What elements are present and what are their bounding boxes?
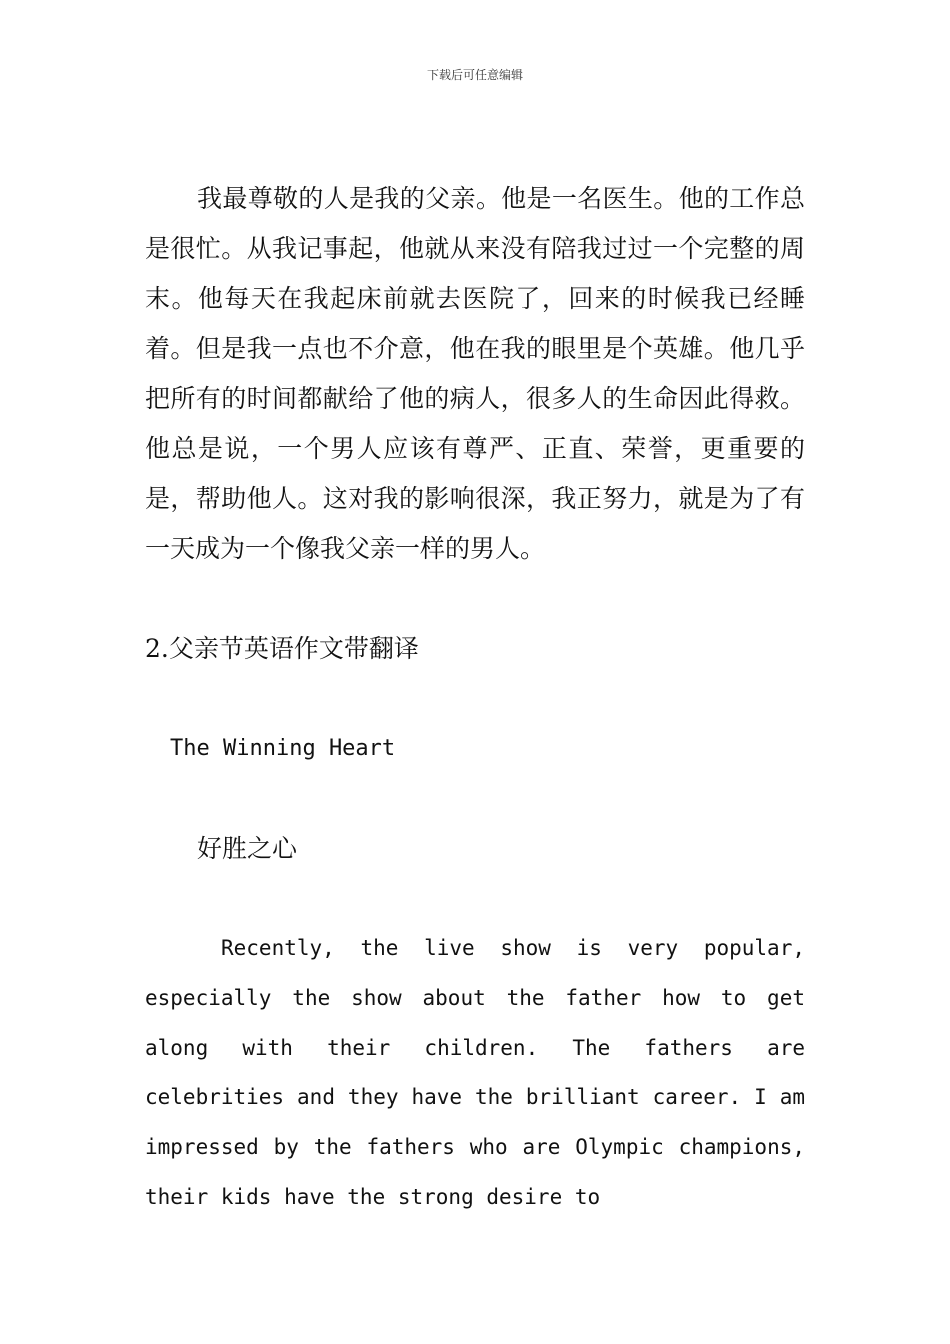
page-header: 下载后可任意编辑 [426, 68, 523, 82]
english-paragraph: Recently, the live show is very popular, especially the show about the father how to get along with their children. The fathers are celebrities and they have the brilliant career. I am impressed by the fathers who are Olympic champions, their kids have the strong desire to [145, 936, 805, 1209]
document-body [145, 174, 805, 1223]
chinese-title: 好胜之心 [197, 834, 298, 863]
chinese-paragraph: 我最尊敬的人是我的父亲。他是一名医生。他的工作总是很忙。从我记事起，他就从来没有陪我过过一个完整的周末。他每天在我起床前就去医院了，回来的时候我已经睡着。但是我一点也不介意，他在我的眼里是个英雄。他几乎把所有的时间都献给了他的病人，很多人的生命因此得救。他总是说，一个男人应该有尊严、正直、荣誉，更重要的是，帮助他人。这对我的影响很深，我正努力，就是为了有一天成为一个像我父亲一样的男人。 [145, 184, 805, 563]
section-heading: 2.父亲节英语作文带翻译 [145, 634, 419, 663]
english-title: The Winning Heart [170, 736, 396, 761]
